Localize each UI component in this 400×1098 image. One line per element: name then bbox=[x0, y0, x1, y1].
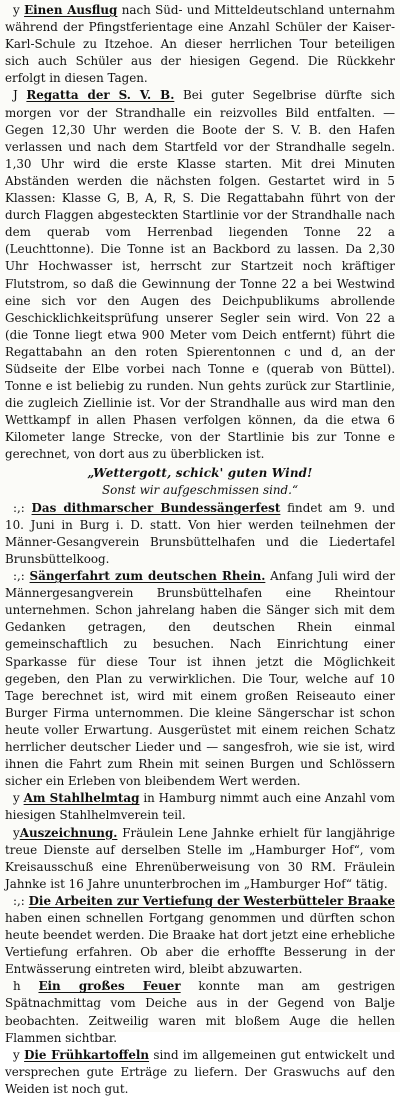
article-paragraph bbox=[5, 790, 395, 824]
article-body: in Hamburg nimmt auch eine Anzahl vom hiesigen Stahlhelmverein teil. bbox=[5, 791, 395, 823]
article-body: findet am 9. und 10. Juni in Burg i. D. statt. Von hier werden teilnehmen der Männer-Gesangverein Brunsbüttelhafen und die Liedertafel Brunsbüttelkoog. bbox=[5, 500, 396, 566]
motto-line-2: Sonst wir aufgeschmissen sind.“ bbox=[101, 482, 299, 497]
article-headline: Das dithmarscher Bundessängerfest bbox=[31, 500, 281, 515]
article-ausflug bbox=[5, 2, 395, 87]
article-body: haben einen schnellen Fortgang genommen und dürften schon heute beendet werden. Die Braake hat dort jetzt eine erhebliche Vertiefung erfahren. Ob aber die erhoffte Besserung in der Entwässerung eintreten wird, bleibt abzuwarten. bbox=[5, 910, 395, 977]
article-marker: :,: bbox=[13, 893, 25, 908]
article-marker: y bbox=[13, 3, 20, 17]
article-paragraph bbox=[5, 568, 395, 790]
article-body: nach Süd- und Mitteldeutschland unternahm während der Pfingstferientage eine Anzahl Schüler der Kaiser-Karl-Schule zu Itzehoe. An dieser herrlichen Tour beteiligen sich auch Schüler aus der hiesigen Gegend. Die Rückkehr erfolgt in diesen Tagen. bbox=[5, 3, 396, 86]
article-marker: y bbox=[13, 825, 20, 840]
article-braake bbox=[5, 893, 395, 978]
regatta-motto bbox=[5, 465, 395, 499]
article-marker: :,: bbox=[13, 500, 25, 515]
article-marker: J bbox=[13, 88, 18, 103]
article-paragraph bbox=[5, 825, 395, 893]
article-paragraph bbox=[5, 1047, 395, 1098]
article-headline: Auszeichnung. bbox=[19, 825, 118, 840]
article-auszeichnung bbox=[5, 825, 395, 893]
article-marker: h bbox=[13, 979, 21, 994]
article-marker: y bbox=[13, 791, 20, 806]
article-headline: Die Frühkartoffeln bbox=[24, 1047, 150, 1062]
article-marker: y bbox=[13, 1047, 20, 1062]
article-headline: Ein großes Feuer bbox=[38, 979, 181, 994]
article-body: Fräulein Lene Jahnke erhielt für langjährige treue Dienste auf derselben Stelle im „Hamburger Hof“, vom Kreisausschuß eine Ehrenüberweisung von 30 RM. Fräulein Jahnke ist 16 Jahre ununterbrochen im „Hamburger Hof“ tätig. bbox=[5, 825, 395, 891]
article-fruehkartoffeln bbox=[5, 1047, 395, 1098]
article-paragraph bbox=[5, 893, 395, 978]
article-paragraph bbox=[5, 978, 395, 1046]
article-stahlhelmtag bbox=[5, 790, 395, 824]
article-body: konnte man am gestrigen Spätnachmittag vom Deiche aus in der Gegend von Balje beobachten. Zeitweilig waren mit bloßem Auge die hellen Flammen sichtbar. bbox=[5, 979, 396, 1045]
article-paragraph bbox=[5, 2, 395, 87]
article-body: sind im allgemeinen gut entwickelt und versprechen gute Erträge zu liefern. Der Graswuchs auf den Weiden ist noch gut. bbox=[5, 1047, 396, 1096]
article-feuer bbox=[5, 978, 395, 1046]
article-paragraph bbox=[5, 87, 395, 463]
article-body: Anfang Juli wird der Männergesangverein Brunsbüttelhafen eine Rheintour unternehmen. Schon jahrelang haben die Sänger sich mit dem Gedanken getragen, den deutschen Rhein einmal gemeinschaftlich zu besuchen. Nach Einrichtung einer Sparkasse für diese Tour ist ihnen jetzt die Möglichkeit gegeben, den Plan zu verwirklichen. Die Tour, welche auf 10 Tage berechnet ist, wird mit einem großen Reiseauto einer Burger Firma unternommen. Die kleine Sängerschar ist schon heute voller Erwartung. Ausgerüstet mit einem reichen Schatz herrlicher deutscher Lieder und — sangesfroh, wie sie ist, wird ihnen die Fahrt zum Rhein mit seinen Burgen und Schlössern sicher ein Erleben von bleibendem Wert werden. bbox=[5, 569, 395, 789]
article-bundessaengerfest bbox=[5, 500, 395, 568]
article-marker: :,: bbox=[13, 569, 25, 584]
article-regatta bbox=[5, 87, 395, 498]
motto-line-1: „Wettergott, schick' guten Wind! bbox=[87, 465, 313, 480]
article-paragraph bbox=[5, 500, 395, 568]
article-headline: Die Arbeiten zur Vertiefung der Westerbütteler Braake bbox=[28, 893, 396, 908]
article-headline: Sängerfahrt zum deutschen Rhein. bbox=[29, 569, 266, 584]
article-body: Bei guter Segelbrise dürfte sich morgen vor der Strandhalle ein reizvolles Bild entfalten. — Gegen 12,30 Uhr werden die Boote der S. V. B. den Hafen verlassen und nach dem Startfeld vor der Strandhalle segeln. 1,30 Uhr wird die erste Klasse starten. Mit drei Minuten Abständen werden die nächsten folgen. Gestartet wird in 5 Klassen: Klasse G, B, A, R, S. Die Regattabahn führt von der durch Flaggen abgesteckten Startlinie vor der Strandhalle nach dem querab vom Herrenbad liegenden Tonne 22 a (Leuchttonne). Die Tonne ist an Backbord zu lassen. Da 2,30 Uhr Hochwasser ist, herrscht zur Startzeit noch kräftiger Flutstrom, so daß die Gewinnung der Tonne 22 a bei Westwind eine sich vor den Augen des Deichpublikums abrollende Geschicklichkeitsprüfung unserer Segler sein wird. Von 22 a (die Tonne liegt etwa 900 Meter vom Deich entfernt) führt die Regattabahn an den roten Spierentonnen c und d, an der Südseite der Elbe vorbei nach Tonne e (querab von Büttel). Tonne e ist beliebig zu runden. Nun gehts zurück zur Startlinie, die zugleich Ziellinie ist. Vor der Strandhalle aus wird man den Wettkampf in allen Phasen verfolgen können, da die etwa 6 Kilometer lange Strecke, von der Startlinie bis zur Tonne e gerechnet, von dort aus zu überblicken ist. bbox=[5, 88, 395, 462]
article-saengerfahrt bbox=[5, 568, 395, 790]
article-headline: Am Stahlhelmtag bbox=[23, 791, 140, 806]
article-headline: Regatta der S. V. B. bbox=[26, 88, 175, 103]
article-headline: Einen Ausflug bbox=[24, 3, 118, 17]
